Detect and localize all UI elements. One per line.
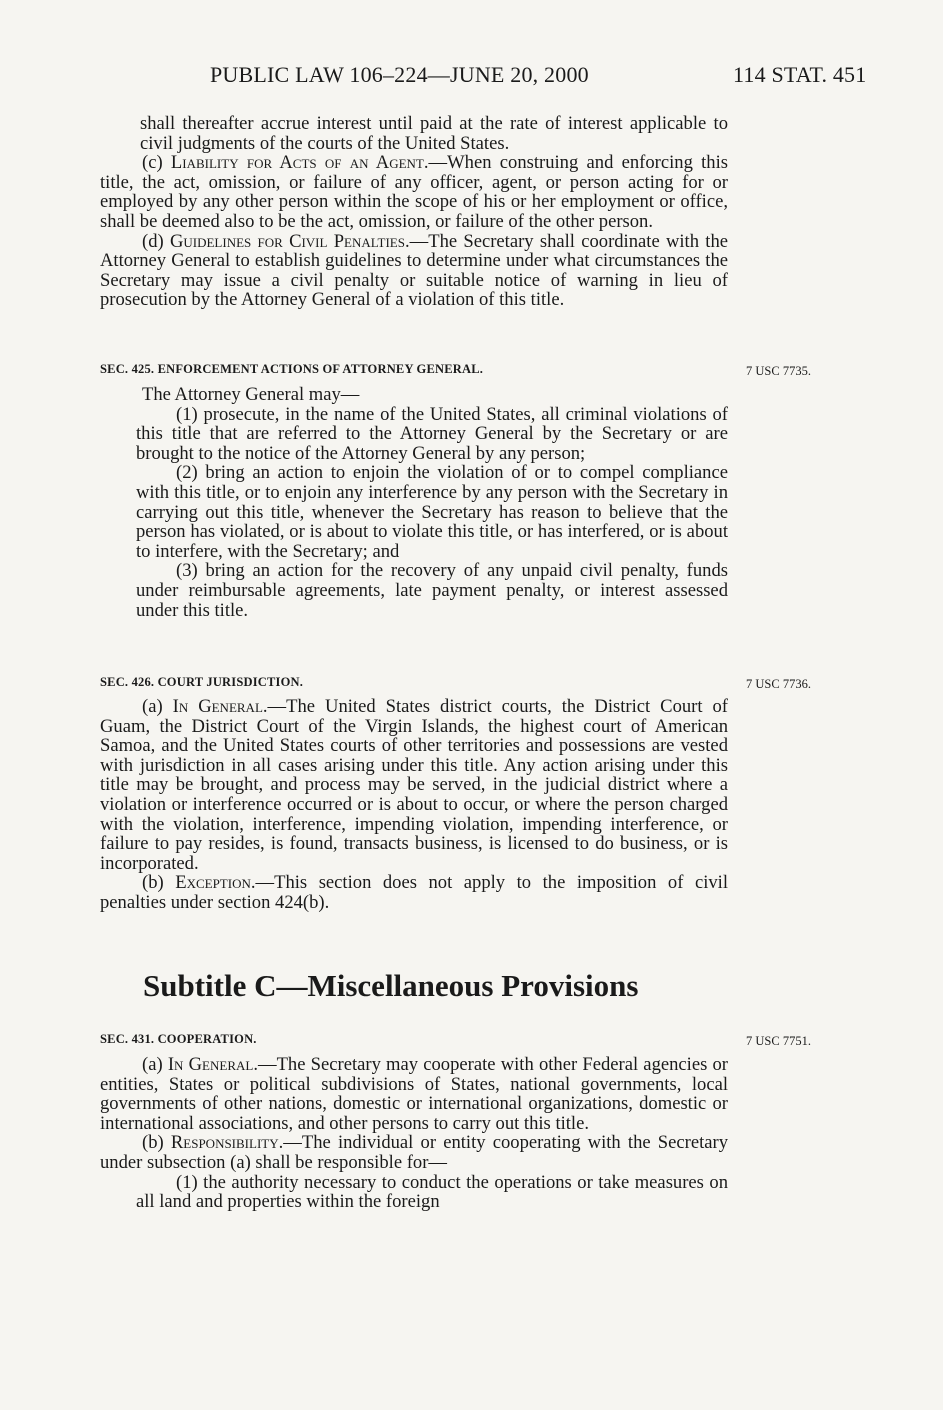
subsection-c (100, 153, 728, 231)
subsection-c-heading: Liability for Acts of an Agent. (170, 152, 429, 174)
section-425-intro: The Attorney General may— (142, 384, 360, 405)
section-426-heading: SEC. 426. COURT JURISDICTION. (100, 675, 304, 689)
section-431-item-1: (1) the authority necessary to conduct the operations or take measures on all land and properties within the foreign (136, 1171, 728, 1213)
section-426-usc-note: 7 USC 7736. (746, 677, 811, 691)
section-426-subsection-b (100, 873, 728, 912)
section-426-a-heading: In General. (172, 696, 268, 717)
subtitle-heading: Subtitle C—Miscellaneous Provisions (143, 968, 639, 1003)
section-431-b-label: (b) (142, 1132, 164, 1154)
section-431-b-heading: Responsibility. (170, 1132, 284, 1154)
section-426-subsection-a (100, 697, 728, 873)
section-425-item-2: (2) bring an action to enjoin the violation of or to compel compliance with this title, or to enjoin any interference by any person with the Secretary in carrying out this title, whenever the Secretary has reason to believe that the person has violated, or is about to violate this title, or has interfered, or is about to interfere, with the Secretary; and (136, 462, 728, 562)
section-431-a-heading: In General. (167, 1054, 258, 1075)
section-431-heading: SEC. 431. COOPERATION. (100, 1032, 257, 1046)
section-426-b-heading: Exception. (175, 872, 256, 894)
section-431-body (100, 1055, 728, 1212)
running-header-title: PUBLIC LAW 106–224—JUNE 20, 2000 (210, 62, 589, 87)
section-426-b-label: (b) (142, 872, 164, 894)
section-425-item-1: (1) prosecute, in the name of the United States, all criminal violations of this title that are referred to the Attorney General by the Secretary or are brought to the notice of the Attorney General by any person; (136, 403, 728, 464)
section-431-a-label: (a) (142, 1054, 163, 1075)
section-425-item-3: (3) bring an action for the recovery of any unpaid civil penalty, funds under reimbursable agreements, late payment penalty, or interest assessed under this title. (136, 560, 728, 621)
continuation-paragraph: shall thereafter accrue interest until paid at the rate of interest applicable to civil judgments of the courts of the United States. (140, 113, 728, 154)
section-426-b-text: —This section does not apply to the imposition of civil penalties under section 424(b). (100, 872, 728, 913)
section-431-subsection-b (100, 1133, 728, 1172)
statute-page-number: 114 STAT. 451 (733, 62, 867, 87)
section-426-a-text: —The United States district courts, the District Court of Guam, the District Court of the Virgin Islands, the highest court of American Samoa, and the United States courts of other territories and possessions are vested with jurisdiction in all cases arising under this title. Any action arising under this title may be brought, and process may be served, in the judicial district where a violation or interference occurred or is about to occur, or where the person charged with the violation, interference, impending violation, impending interference, or failure to pay resides, is found, transacts business, is licensed to do business, or is incorporated. (100, 696, 728, 874)
subsection-d-heading: Guidelines for Civil Penalties. (169, 230, 410, 252)
section-426-a-label: (a) (142, 696, 163, 717)
subsection-c-text: —When construing and enforcing this title, the act, omission, or failure of any officer, agent, or person acting for or employed by any other person within the scope of his or her employment or office, shall be deemed also to be the act, omission, or failure of the other person. (100, 152, 728, 232)
section-426-body (100, 697, 728, 913)
subsection-d-text: —The Secretary shall coordinate with the Attorney General to establish guidelines to determine under what circumstances the Secretary may issue a civil penalty or suitable notice of warning in lieu of prosecution by the Attorney General of a violation of this title. (100, 230, 728, 311)
section-431-usc-note: 7 USC 7751. (746, 1034, 811, 1048)
section-425-heading: SEC. 425. ENFORCEMENT ACTIONS OF ATTORNEY GENERAL. (100, 362, 484, 376)
section-425-usc-note: 7 USC 7735. (746, 364, 811, 378)
subsection-d-label: (d) (142, 230, 164, 252)
section-431-subsection-a (100, 1055, 728, 1133)
section-425-body (100, 385, 728, 620)
subsection-d (100, 232, 728, 310)
subsection-c-label: (c) (142, 152, 163, 174)
block-continuation (100, 114, 728, 310)
section-431-a-text: —The Secretary may cooperate with other Federal agencies or entities, States or political subdivisions of States, national governments, local governments of other nations, domestic or international organizations, domestic or international associations, and other persons to carry out this title. (100, 1054, 729, 1134)
section-431-b-text: —The individual or entity cooperating with the Secretary under subsection (a) shall be responsible for— (100, 1132, 728, 1173)
